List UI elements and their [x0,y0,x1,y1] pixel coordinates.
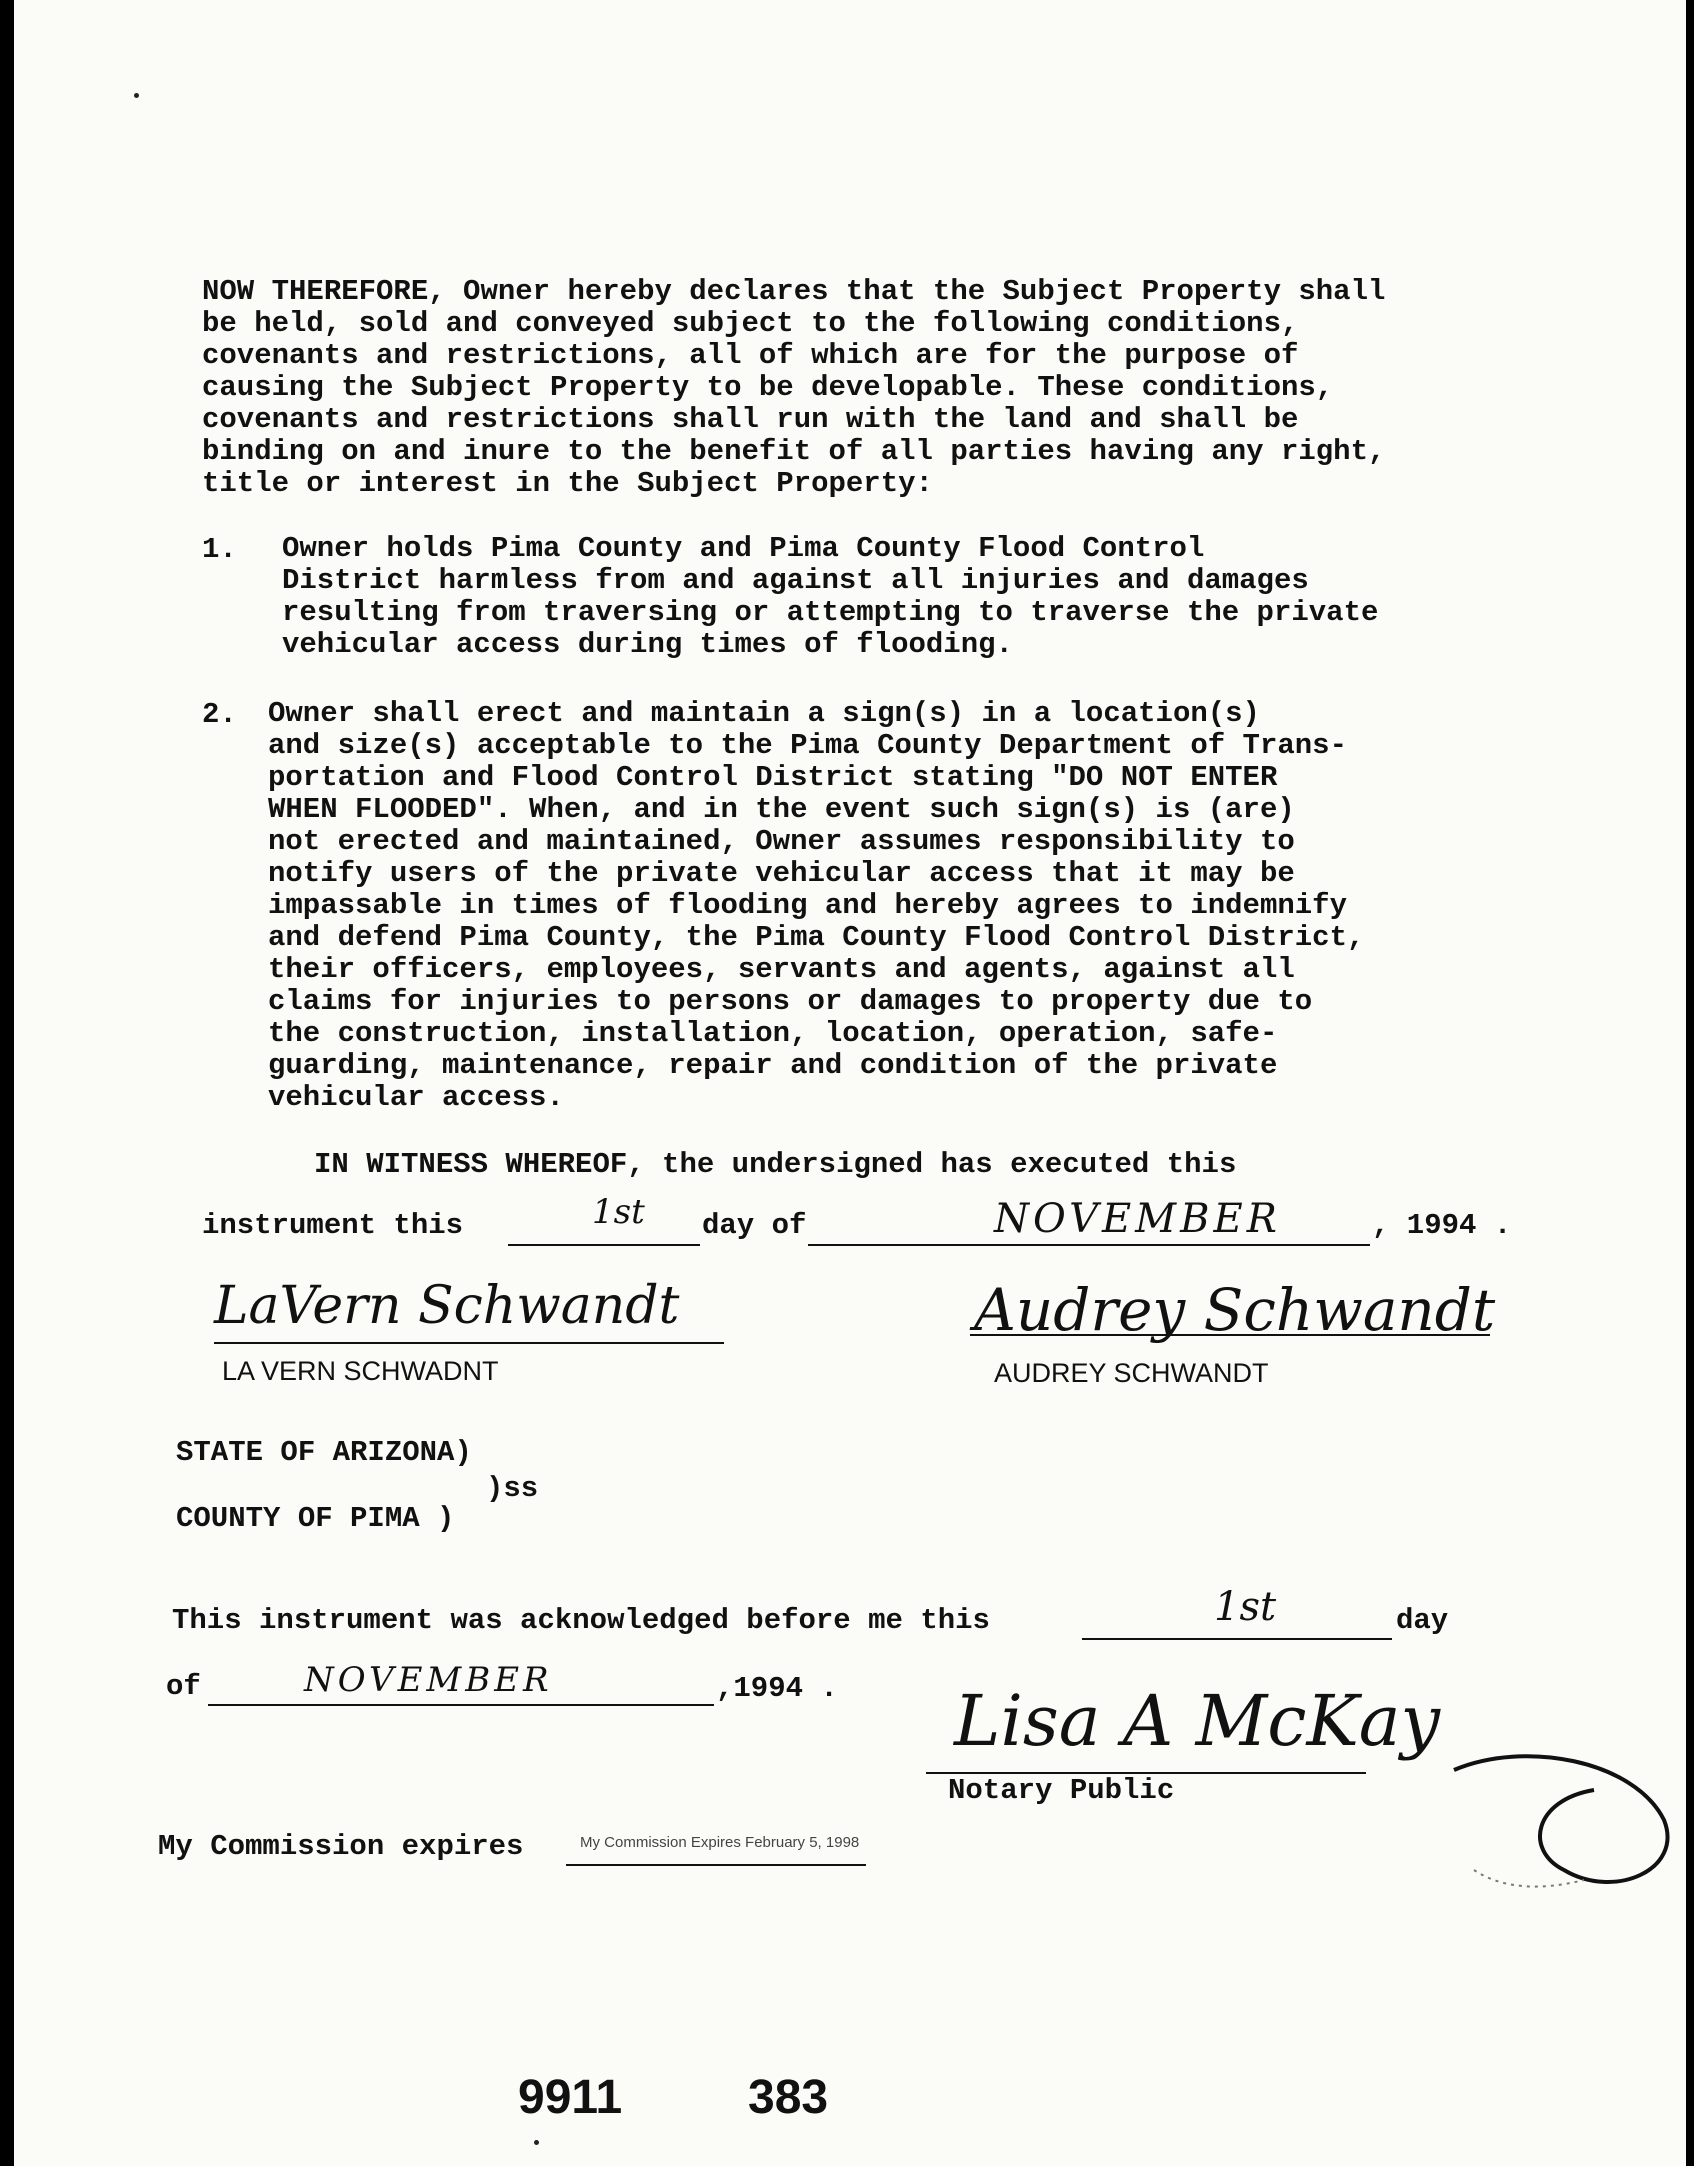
day-of-label: day of [702,1209,807,1242]
intro-line: covenants and restrictions, all of which are for the purpose of [202,339,1299,372]
venue-county: COUNTY OF PIMA ) [176,1502,455,1535]
venue-state: STATE OF ARIZONA) [176,1436,472,1469]
acknowledgment-label: This instrument was acknowledged before me this [172,1604,990,1637]
item-line: notify users of the private vehicular access that it may be [268,857,1295,890]
handwritten-day: 1st [592,1192,645,1232]
item-line: Owner holds Pima County and Pima County Flood Control [282,532,1205,565]
intro-line: NOW THEREFORE, Owner hereby declares that the Subject Property shall [202,275,1386,308]
condition-item-2 [202,698,1502,1118]
item-line: vehicular access. [268,1081,564,1114]
document-page [14,0,1686,2166]
item-text [268,698,1498,1114]
witness-clause: IN WITNESS WHEREOF, the undersigned has executed this [314,1148,1237,1181]
venue-ss: )ss [486,1472,539,1505]
handwritten-month: NOVEMBER [994,1196,1281,1242]
handwritten-ack-month: NOVEMBER [304,1660,553,1700]
ack-day-line [1082,1638,1392,1640]
witness-instrument-label: instrument this [202,1209,464,1242]
item-line: vehicular access during times of flooding. [282,628,1013,661]
item-line: claims for injuries to persons or damages to property due to [268,985,1313,1018]
signer-name-1: LA VERN SCHWADNT [222,1356,499,1386]
condition-item-1 [202,533,1502,663]
month-line [808,1244,1370,1246]
commission-stamp: My Commission Expires February 5, 1998 [580,1834,860,1851]
ack-day-label: day [1396,1604,1449,1637]
scan-speck [534,2140,539,2145]
item-line: resulting from traversing or attempting to traverse the private [282,596,1379,629]
item-line: the construction, installation, location, operation, safe- [268,1017,1278,1050]
notary-seal-flourish [1444,1740,1684,1910]
ack-of-label: of [166,1670,201,1703]
item-number: 1. [202,533,237,566]
item-text [282,533,1497,661]
intro-line: be held, sold and conveyed subject to the following conditions, [202,307,1299,340]
signature-audrey: Audrey Schwandt [974,1276,1496,1344]
intro-line: binding on and inure to the benefit of all parties having any right, [202,435,1386,468]
commission-line [566,1864,866,1866]
scan-speck [134,93,139,98]
item-line: and defend Pima County, the Pima County Flood Control District, [268,921,1365,954]
notary-signature: Lisa A McKay [954,1680,1441,1762]
intro-line: covenants and restrictions shall run with the land and shall be [202,403,1299,436]
intro-paragraph [202,276,1504,500]
item-line: impassable in times of flooding and hereby agrees to indemnify [268,889,1347,922]
item-line: portation and Flood Control District stating "DO NOT ENTER [268,761,1278,794]
ack-year: ,1994 . [716,1672,838,1705]
handwritten-ack-day: 1st [1214,1584,1277,1630]
item-line: and size(s) acceptable to the Pima County Department of Trans- [268,729,1347,762]
signature-line-1 [214,1342,724,1344]
item-number: 2. [202,698,237,731]
item-line: guarding, maintenance, repair and condition of the private [268,1049,1278,1082]
signer-name-2: AUDREY SCHWANDT [994,1358,1269,1388]
witness-year: , 1994 . [1372,1209,1512,1242]
day-line [508,1244,700,1246]
notary-label: Notary Public [948,1774,1175,1807]
page-number: 383 [748,2071,829,2124]
signature-la-vern: LaVern Schwandt [214,1276,680,1336]
commission-label: My Commission expires [158,1830,524,1863]
ack-month-line [208,1704,714,1706]
item-line: District harmless from and against all injuries and damages [282,564,1309,597]
item-line: not erected and maintained, Owner assumes responsibility to [268,825,1295,858]
intro-line: title or interest in the Subject Property: [202,467,933,500]
item-line: WHEN FLOODED". When, and in the event such sign(s) is (are) [268,793,1295,826]
item-line: Owner shall erect and maintain a sign(s) in a location(s) [268,697,1260,730]
docket-number: 9911 [518,2071,623,2124]
signature-line-2 [970,1334,1490,1336]
intro-line: causing the Subject Property to be developable. These conditions, [202,371,1334,404]
item-line: their officers, employees, servants and agents, against all [268,953,1295,986]
